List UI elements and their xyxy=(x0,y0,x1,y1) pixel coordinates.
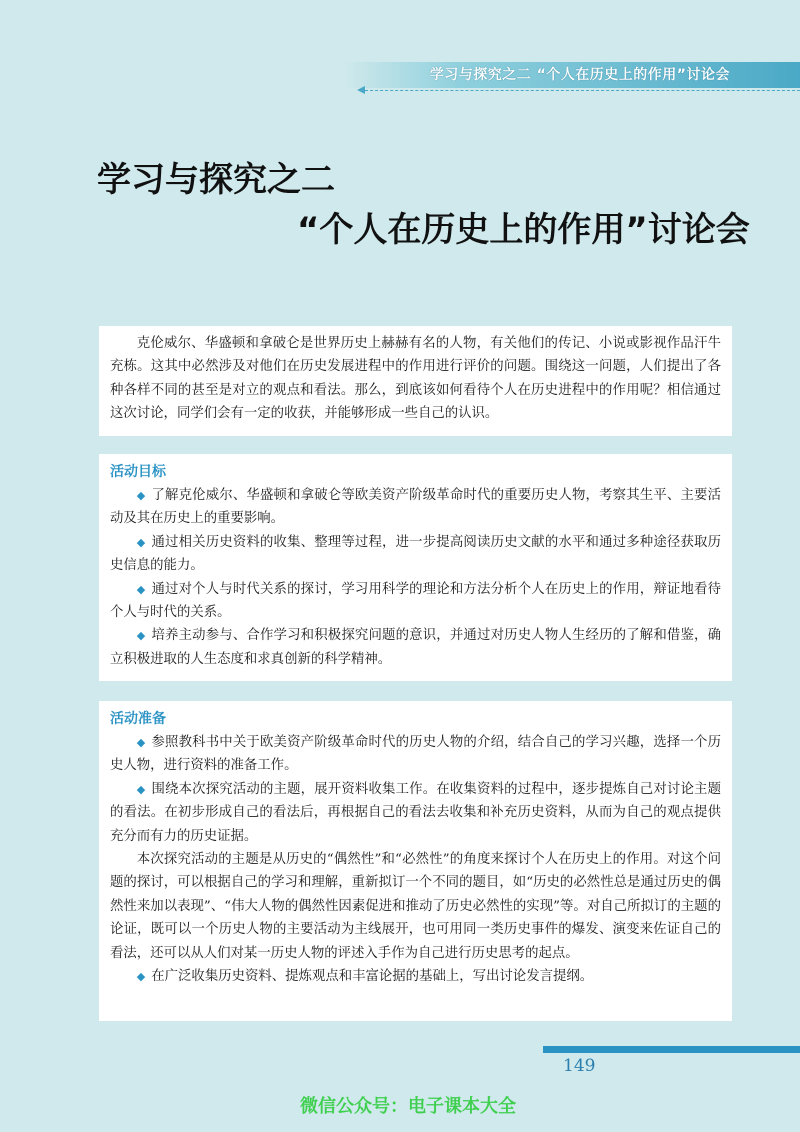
goals-section xyxy=(99,454,732,681)
prep-paragraph: 本次探究活动的主题是从历史的“偶然性”和“必然性”的角度来探讨个人在历史上的作用。对这个问题的探讨，可以根据自己的学习和理解，重新拟订一个不同的题目，如“历史的必然性总是通过历史的偶然性来加以表现”、“伟大人物的偶然性因素促进和推动了历史必然性的实现”等。对自己所拟订的主题的论证，既可以一个历史人物的主要活动为主线展开，也可用同一类历史事件的爆发、演变来佐证自己的看法，还可以从人们对某一历史人物的评述入手作为自己进行历史思考的起点。 xyxy=(110,852,721,961)
intro-paragraph: 克伦威尔、华盛顿和拿破仑是世界历史上赫赫有名的人物，有关他们的传记、小说或影视作品汗牛充栋。这其中必然涉及对他们在历史发展进程中的作用进行评价的问题。围绕这一问题，人们提出了各种各样不同的甚至是对立的观点和看法。那么，到底该如何看待个人在历史进程中的作用呢？相信通过这次讨论，同学们会有一定的收获，并能够形成一些自己的认识。 xyxy=(110,336,721,422)
diamond-bullet-icon: ◆ xyxy=(136,736,146,749)
watermark: 微信公众号：电子课本大全 xyxy=(300,1096,516,1117)
header-dashed-rule xyxy=(365,90,800,91)
page-title-line1: 学习与探究之二 xyxy=(97,160,335,200)
prep-item: ◆ 在广泛收集历史资料、提炼观点和丰富论据的基础上，写出讨论发言提纲。 xyxy=(136,969,594,985)
diamond-bullet-icon: ◆ xyxy=(136,629,146,643)
page-number: 149 xyxy=(563,1056,596,1076)
diamond-bullet-icon: ◆ xyxy=(136,489,146,502)
diamond-bullet-icon: ◆ xyxy=(136,970,146,984)
intro-box xyxy=(99,326,732,436)
running-header: 学习与探究之二 “个人在历史上的作用”讨论会 xyxy=(429,67,730,83)
prep-section xyxy=(99,701,732,1021)
goal-item: ◆ 通过相关历史资料的收集、整理等过程，进一步提高阅读历史文献的水平和通过多种途径获取历史信息的能力。 xyxy=(110,534,721,574)
diamond-bullet-icon: ◆ xyxy=(136,535,146,549)
goal-item: ◆ 通过对个人与时代关系的探讨，学习用科学的理论和方法分析个人在历史上的作用，辩证地看待个人与时代的关系。 xyxy=(110,581,721,621)
prep-item: ◆ 围绕本次探究活动的主题，展开资料收集工作。在收集资料的过程中，逐步提炼自己对讨论主题的看法。在初步形成自己的看法后，再根据自己的看法去收集和补充历史资料，从而为自己的观点提供充分而有力的历史证据。 xyxy=(110,781,721,844)
prep-item: ◆ 参照教科书中关于欧美资产阶级革命时代的历史人物的介绍，结合自己的学习兴趣，选择一个历史人物，进行资料的准备工作。 xyxy=(110,735,721,774)
diamond-bullet-icon: ◆ xyxy=(136,582,146,596)
goal-item: ◆ 了解克伦威尔、华盛顿和拿破仑等欧美资产阶级革命时代的重要历史人物，考察其生平、主要活动及其在历史上的重要影响。 xyxy=(110,488,721,527)
footer-bar xyxy=(543,1046,800,1053)
arrow-left-icon xyxy=(357,86,365,94)
diamond-bullet-icon: ◆ xyxy=(136,782,146,796)
goals-heading: 活动目标 xyxy=(110,464,166,480)
page-title-line2: “个人在历史上的作用”讨论会 xyxy=(297,210,750,250)
prep-heading: 活动准备 xyxy=(110,711,166,727)
goal-item: ◆ 培养主动参与、合作学习和积极探究问题的意识，并通过对历史人物人生经历的了解和借鉴，确立积极进取的人生态度和求真创新的科学精神。 xyxy=(110,628,721,667)
